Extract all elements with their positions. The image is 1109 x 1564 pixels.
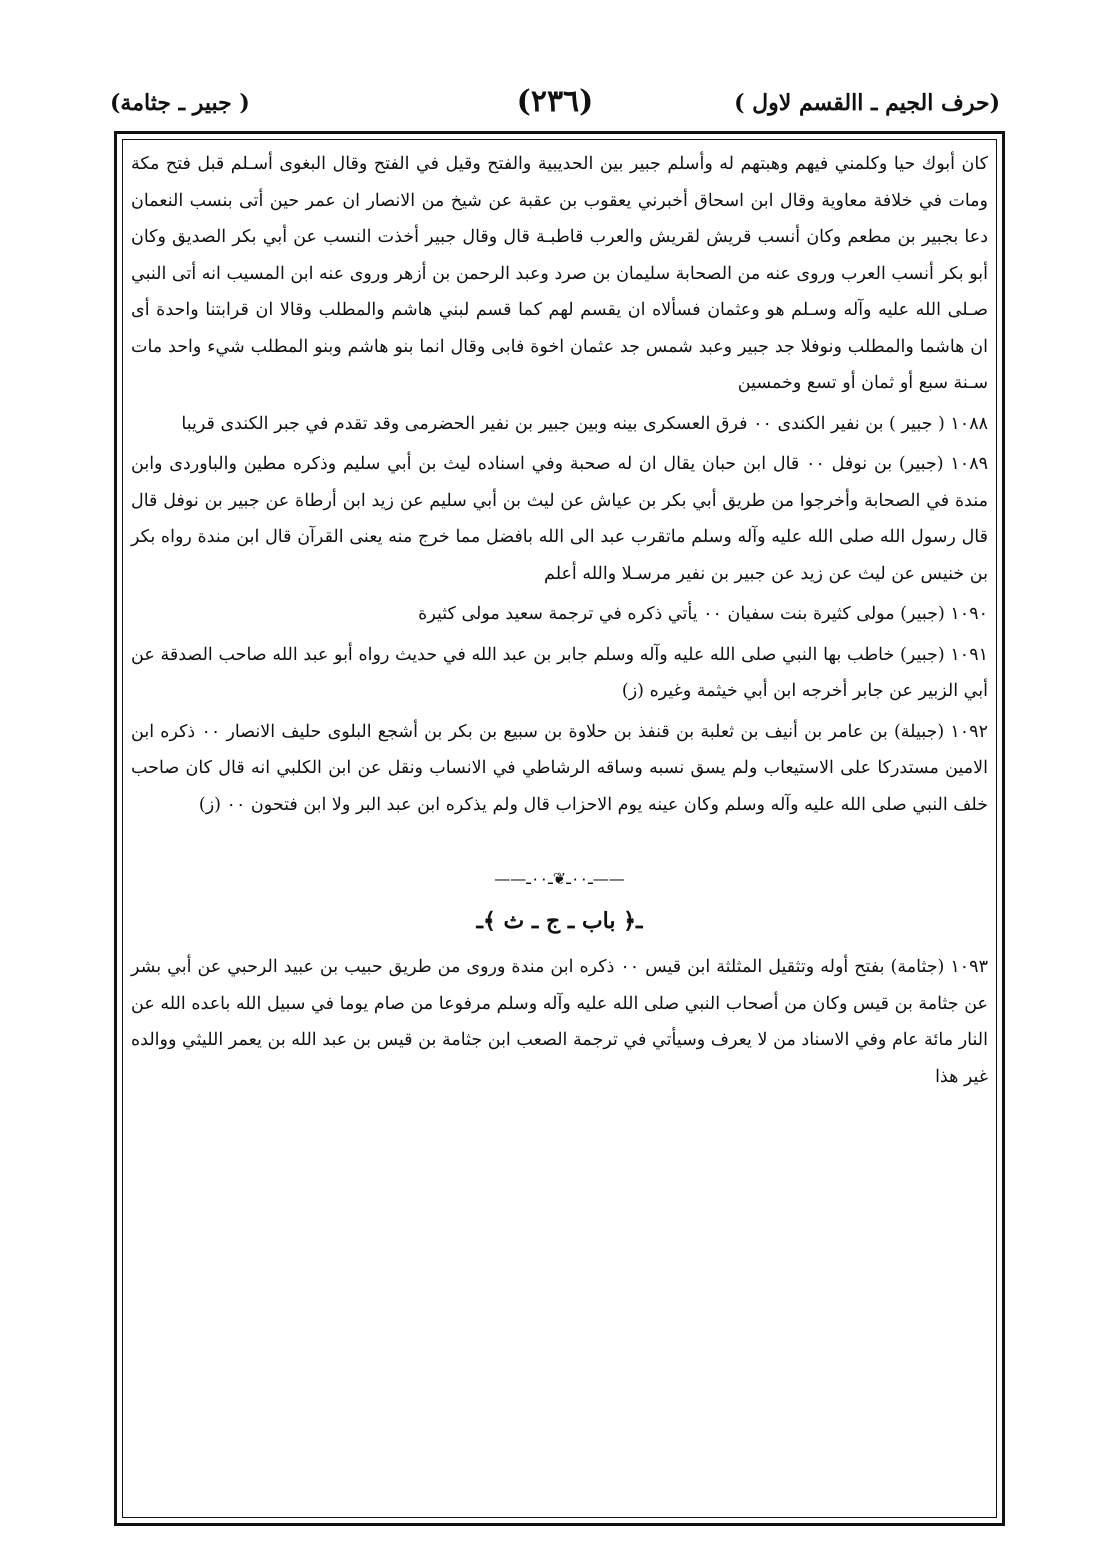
text-frame	[114, 131, 1005, 1526]
continuation-paragraph: كان أبوك حيا وكلمني فيهم وهبتهم له وأسلم جبير بين الحديبية والفتح وقيل في الفتح وقال البغوى أسـلم قبل فتح مكة ومات في خلافة معاوية وقال ابن اسحاق أخبرني يعقوب بن عقبة عن شيخ من الانصار ان عمر حين أتى بنسب النعمان دعا بجبير بن مطعم وكان أنسب قريش لقريش والعرب قاطبـة قال وقال جبير أخذت النسب عن أبي بكر الصديق وكان أبو بكر أنسب العرب وروى عنه من الصحابة سليمان بن صرد وعبد الرحمن بن أزهر وروى عنه ابن المسيب انه أتى النبي صـلى الله عليه وآله وسـلم هو وعثمان فسألاه ان يقسم لهم كما قسم لبني هاشم والمطلب وقالا ان قرابتنا واحدة أى ان هاشما والمطلب ونوفلا جد جبير وعبد شمس جد عثمان اخوة فابى وقال انما بنو هاشم وبنو المطلب شيء واحد مات سـنة سبع أو ثمان أو تسع وخمسين	[131, 154, 988, 393]
page-header	[110, 84, 1000, 128]
entry-1093: ١٠٩٣ (جثامة) بفتح أوله وتثقيل المثلثة ابن قيس ٠٠ ذكره ابن مندة وروى من طريق حبيب بن عبيد الرحبي عن أبي بشر عن جثامة بن قيس وكان من أصحاب النبي صلى الله عليه وآله وسلم مرفوعا من صام يوما في سبيل الله باعده الله عن النار مائة عام وفي الاسناد من لا يعرف وسيأتي في ترجمة الصعب ابن جثامة بن قيس بن عبد الله بن يعمر الليثي ووالده غير هذا	[131, 957, 988, 1087]
chapter-heading: ـ﴿ باب ـ ج ـ ث ﴾ـ	[476, 908, 643, 934]
page-body	[131, 146, 988, 1095]
entry-1089: ١٠٨٩ (جبير) بن نوفل ٠٠ قال ابن حبان يقال ان له صحبة وفي اسناده ليث بن أبي سليم وذكره مطين والباوردى وابن مندة في الصحابة وأخرجوا من طريق أبي بكر بن عياش عن ليث بن أبي سليم عن زيد ابن أرطاة عن جبير بن نوفل قال قال رسول الله صلى الله عليه وآله وسلم ماتقرب عبد الى الله بافضل مما خرج منه يعنى القرآن قال ابن مندة رواه بكر بن خنيس عن ليث عن زيد عن جبير بن نفير مرسـلا والله أعلم	[131, 454, 988, 584]
ornamental-divider: ——ـ٠٠ـ❦ـ٠٠ـ——	[494, 869, 625, 888]
entry-1088: ١٠٨٨ ( جبير ) بن نفير الكندى ٠٠ فرق العسكرى بينه وبين جبير بن نفير الحضرمى وقد تقدم في جبر الكندى قريبا	[181, 413, 988, 434]
page-number: (٢٣٦)	[516, 84, 594, 119]
section-break	[131, 823, 988, 945]
entry-1092: ١٠٩٢ (جبيلة) بن عامر بن أنيف بن ثعلبة بن قنفذ بن حلاوة بن سبيع بن بكر بن أشجع البلوى حليف الانصار ٠٠ ذكره ابن الامين مستدركا على الاستيعاب ولم يسق نسبه وساقه الرشاطي في الانساب ونقل عن ابن الكلبي انه قال كان صاحب خلف النبي صلى الله عليه وآله وسلم وكان عينه يوم الاحزاب قال ولم يذكره ابن عبد البر ولا ابن فتحون ٠٠ (ز)	[131, 721, 988, 815]
entry-1091: ١٠٩١ (جبير) خاطب بها النبي صلى الله عليه وآله وسلم جابر بن عبد الله في حديث رواه أبو عبد الله صاحب الصدقة عن أبي الزبير عن جابر أخرجه ابن أبي خيثمة وغيره (ز)	[131, 644, 988, 701]
header-entry-range: ( جبير ـ جثامة)	[110, 90, 250, 116]
entry-1090: ١٠٩٠ (جبير) مولى كثيرة بنت سفيان ٠٠ يأتي ذكره في ترجمة سعيد مولى كثيرة	[418, 604, 988, 624]
header-section-title: (حرف الجيم ـ االقسم لاول )	[734, 90, 1000, 116]
